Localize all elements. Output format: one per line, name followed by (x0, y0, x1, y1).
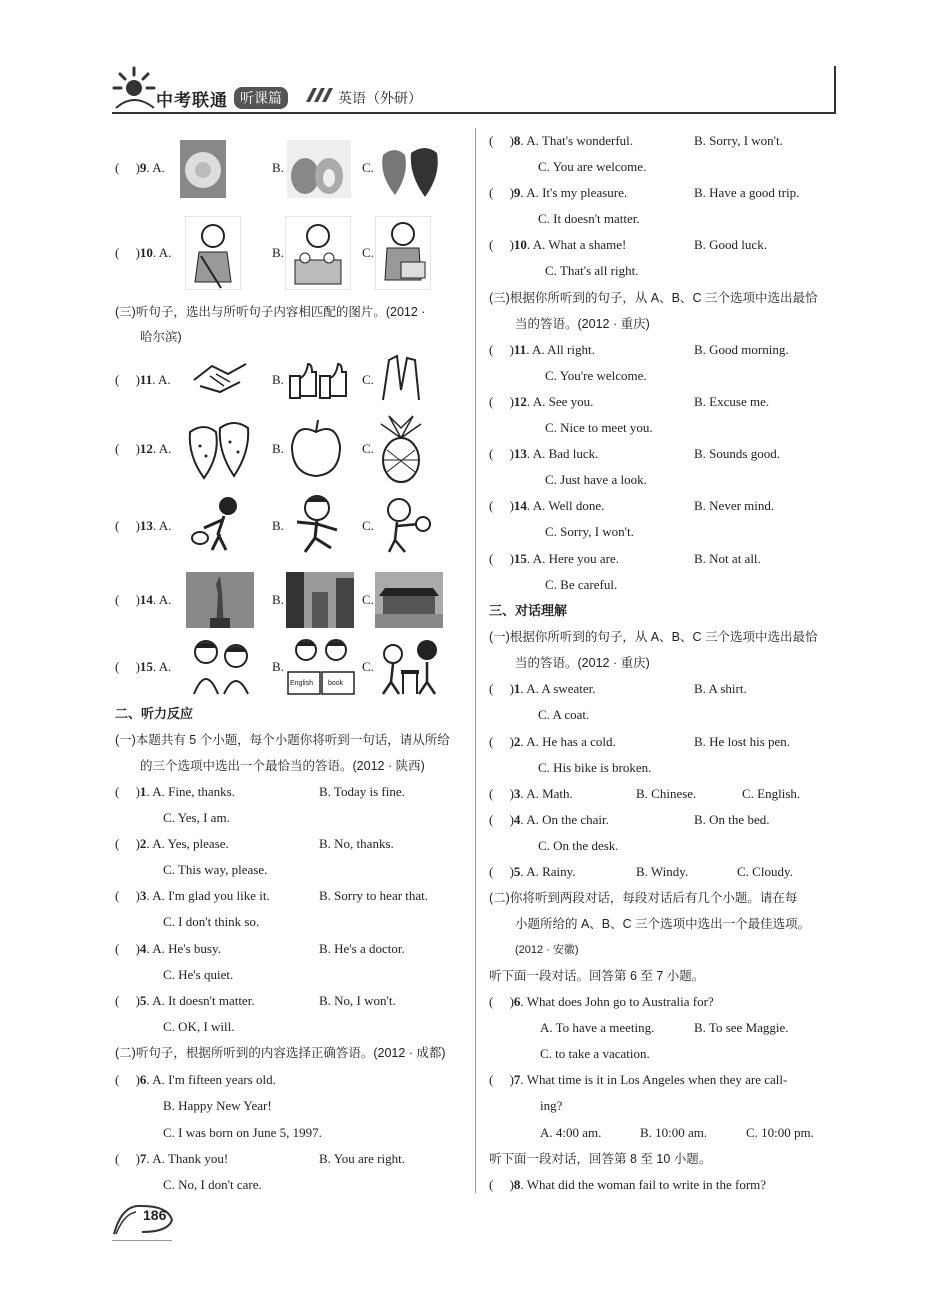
d4-option-b: B. On the bed. (694, 812, 770, 827)
d1-option-c: C. A coat. (538, 707, 590, 722)
thumbs-up-icon (286, 354, 348, 402)
q3-option-c: C. I don't think so. (163, 914, 260, 929)
q9-option-c: C. It doesn't matter. (538, 211, 640, 226)
london-street-photo (286, 572, 354, 628)
question-14-text: ( )14. A. Well done. (489, 498, 605, 513)
sun-logo-icon (112, 66, 158, 112)
d4-option-c: C. On the desk. (538, 838, 619, 853)
q7-option-b: B. You are right. (319, 1151, 405, 1166)
d3-option-b: B. Chinese. (636, 786, 697, 801)
d7-option-a: A. 4:00 am. (540, 1125, 602, 1140)
option-c-label: C. (362, 659, 374, 674)
question-10-text: ( )10. A. What a shame! (489, 237, 627, 252)
section-3-heading-cont: 哈尔滨) (140, 330, 182, 344)
dialog-question-6: ( )6. What does John go to Australia for? (489, 994, 714, 1009)
q1-option-b: B. Today is fine. (319, 784, 405, 799)
d6-option-b: B. To see Maggie. (694, 1020, 789, 1035)
dialog-question-8: ( )8. What did the woman fail to write in the form? (489, 1177, 767, 1192)
option-c-label: C. (362, 441, 374, 456)
header-rule (112, 112, 836, 114)
subject-label: 英语（外研） (338, 90, 422, 106)
d2-option-c: C. His bike is broken. (538, 760, 652, 775)
option-b-label: B. (272, 518, 284, 533)
option-b-label: B. (272, 160, 284, 175)
part-3-instructions-1b: 当的答语。(2012 · 重庆) (515, 656, 650, 670)
part-3-instructions-2: (二)你将听到两段对话，每段对话后有几个小题。请在每 (489, 891, 798, 905)
q12-option-c: C. Nice to meet you. (545, 420, 653, 435)
pears-photo (287, 140, 351, 198)
question-13-text: ( )13. A. Bad luck. (489, 446, 599, 461)
question-11: ( )11. A. (115, 372, 171, 387)
q8-option-b: B. Sorry, I won't. (694, 133, 783, 148)
question-8: ( )8. A. That's wonderful. (489, 133, 634, 148)
question-1: ( )1. A. Fine, thanks. (115, 784, 235, 799)
question-3: ( )3. A. I'm glad you like it. (115, 888, 270, 903)
q2-option-c: C. This way, please. (163, 862, 268, 877)
listen-instruction-1: 听下面一段对话。回答第 6 至 7 小题。 (489, 969, 705, 983)
option-b-label: B. (272, 441, 284, 456)
question-14: ( )14. A. (115, 592, 172, 607)
question-5: ( )5. A. It doesn't matter. (115, 993, 255, 1008)
question-7: ( )7. A. Thank you! (115, 1151, 229, 1166)
option-b-label: B. (272, 372, 284, 387)
dialog-question-1: ( )1. A. A sweater. (489, 681, 596, 696)
clapping-hands-icon (375, 350, 427, 404)
girl-ball-drawing (375, 494, 433, 556)
d6-option-a: A. To have a meeting. (540, 1020, 655, 1035)
stripes-icon (306, 88, 334, 102)
children-table-drawing (375, 638, 445, 696)
option-b-label: B. (272, 592, 284, 607)
d5-option-c: C. Cloudy. (737, 864, 793, 879)
tiananmen-photo (375, 572, 443, 628)
soccer-player-drawing (285, 494, 347, 556)
page-header (112, 66, 836, 114)
apple-drawing-icon (286, 416, 346, 480)
q5-option-c: C. OK, I will. (163, 1019, 235, 1034)
part-2-instructions-1: (一)本题共有 5 个小题，每个小题你将听到一句话，请从所给 (115, 733, 450, 747)
book-label-book: book (328, 680, 344, 687)
d7-question-cont: ing? (540, 1098, 563, 1113)
header-vbar (834, 66, 836, 114)
q13-option-c: C. Just have a look. (545, 472, 647, 487)
d1-option-b: B. A shirt. (694, 681, 747, 696)
part-3-instructions-2b: 小题所给的 A、B、C 三个选项中选出一个最佳选项。 (515, 917, 811, 931)
part-2-instructions-2: (二)听句子，根据所听到的内容选择正确答语。(2012 · 成都) (115, 1046, 446, 1060)
reading-books-drawing (286, 638, 356, 696)
statue-of-liberty-photo (186, 572, 254, 628)
q10-option-b: B. Good luck. (694, 237, 767, 252)
d2-option-b: B. He lost his pen. (694, 734, 791, 749)
q3-option-b: B. Sorry to hear that. (319, 888, 429, 903)
question-4: ( )4. A. He's busy. (115, 941, 221, 956)
part-2-instructions-3: (三)根据你所听到的句子，从 A、B、C 三个选项中选出最恰 (489, 291, 818, 305)
question-2: ( )2. A. Yes, please. (115, 836, 229, 851)
boy-washing-drawing (285, 216, 351, 290)
q5-option-b: B. No, I won't. (319, 993, 396, 1008)
q13-option-b: B. Sounds good. (694, 446, 780, 461)
d7-option-b: B. 10:00 am. (640, 1125, 708, 1140)
question-9-text: ( )9. A. It's my pleasure. (489, 185, 628, 200)
page-number: 186 (143, 1207, 167, 1223)
strawberries-drawing-icon (186, 416, 252, 482)
question-12-text: ( )12. A. See you. (489, 394, 594, 409)
question-13: ( )13. A. (115, 518, 172, 533)
part-2-instructions-3b: 当的答语。(2012 · 重庆) (515, 317, 650, 331)
d6-option-c: C. to take a vacation. (540, 1046, 650, 1061)
girl-basket-drawing (375, 216, 431, 290)
part-2-heading: 二、听力反应 (115, 706, 194, 721)
q14-option-c: C. Sorry, I won't. (545, 524, 634, 539)
brand-title: 中考联通 (156, 91, 228, 110)
q11-option-c: C. You're welcome. (545, 368, 647, 383)
dialog-question-5: ( )5. A. Rainy. (489, 864, 576, 879)
strawberries-photo (375, 135, 443, 201)
q7-option-c: C. No, I don't care. (163, 1177, 262, 1192)
dialog-question-4: ( )4. A. On the chair. (489, 812, 609, 827)
pineapple-drawing-icon (375, 414, 427, 484)
q6-option-b: B. Happy New Year! (163, 1098, 272, 1113)
section-3-heading: (三)听句子，选出与所听句子内容相匹配的图片。(2012 · (115, 305, 426, 319)
q6-option-c: C. I was born on June 5, 1997. (163, 1125, 322, 1140)
d5-option-b: B. Windy. (636, 864, 689, 879)
girl-sweeping-drawing (185, 216, 241, 290)
q11-option-b: B. Good morning. (694, 342, 789, 357)
q10-option-c: C. That's all right. (545, 263, 639, 278)
children-reading-icon (286, 638, 356, 696)
question-6: ( )6. A. I'm fifteen years old. (115, 1072, 276, 1087)
book-label-english: English (290, 680, 313, 687)
q8-option-c: C. You are welcome. (538, 159, 647, 174)
option-c-label: C. (362, 160, 374, 175)
part-2-instructions-1b: 的三个选项中选出一个最恰当的答语。(2012 · 陕西) (140, 759, 425, 773)
question-10: ( )10. A. (115, 245, 172, 260)
handshake-icon (190, 352, 250, 402)
option-c-label: C. (362, 245, 374, 260)
q15-option-b: B. Not at all. (694, 551, 761, 566)
question-9: ( )9. A. (115, 160, 165, 175)
question-12: ( )12. A. (115, 441, 172, 456)
listen-instruction-2: 听下面一段对话，回答第 8 至 10 小题。 (489, 1152, 712, 1166)
q1-option-c: C. Yes, I am. (163, 810, 230, 825)
option-c-label: C. (362, 592, 374, 607)
part-3-instructions-2c: (2012 · 安徽) (515, 944, 579, 956)
two-children-drawing (186, 638, 256, 696)
q2-option-b: B. No, thanks. (319, 836, 394, 851)
q9-option-b: B. Have a good trip. (694, 185, 800, 200)
option-b-label: B. (272, 245, 284, 260)
apple-half-photo (180, 140, 226, 198)
dialog-question-7: ( )7. What time is it in Los Angeles when they are call- (489, 1072, 788, 1087)
q4-option-c: C. He's quiet. (163, 967, 234, 982)
footer-rule (112, 1240, 172, 1241)
dialog-question-2: ( )2. A. He has a cold. (489, 734, 616, 749)
option-c-label: C. (362, 518, 374, 533)
question-15: ( )15. A. (115, 659, 172, 674)
column-divider (475, 128, 476, 1193)
question-15-text: ( )15. A. Here you are. (489, 551, 619, 566)
dialog-question-3: ( )3. A. Math. (489, 786, 573, 801)
part-3-heading: 三、对话理解 (489, 603, 568, 618)
brand-subtitle: 听课篇 (234, 87, 288, 109)
question-11-text: ( )11. A. All right. (489, 342, 595, 357)
d7-option-c: C. 10:00 pm. (746, 1125, 814, 1140)
q14-option-b: B. Never mind. (694, 498, 775, 513)
option-c-label: C. (362, 372, 374, 387)
q15-option-c: C. Be careful. (545, 577, 618, 592)
q12-option-b: B. Excuse me. (694, 394, 770, 409)
option-b-label: B. (272, 659, 284, 674)
tennis-player-drawing (188, 494, 252, 554)
part-3-instructions-1: (一)根据你所听到的句子，从 A、B、C 三个选项中选出最恰 (489, 630, 818, 644)
q4-option-b: B. He's a doctor. (319, 941, 405, 956)
d3-option-c: C. English. (742, 786, 801, 801)
